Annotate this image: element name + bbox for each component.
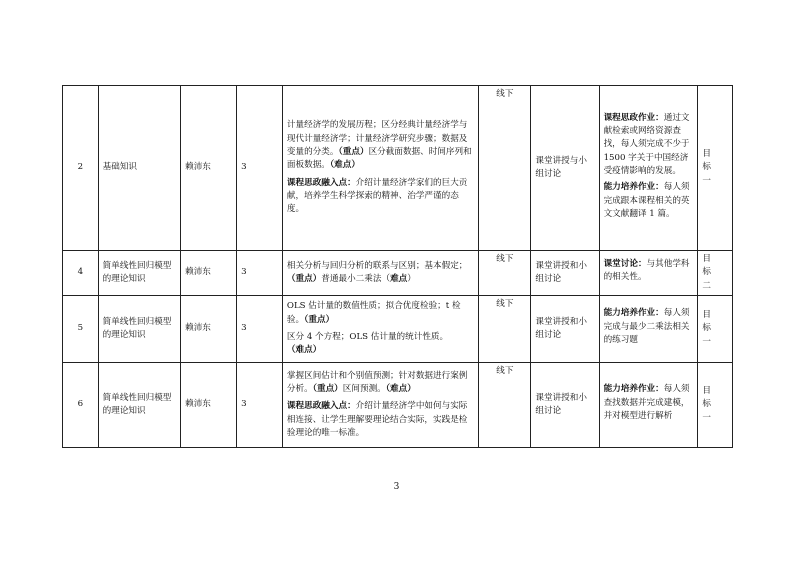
teacher-cell: 赖沛东: [181, 362, 237, 447]
content-emphasis: （难点）: [329, 160, 360, 171]
task-paragraph: [604, 258, 694, 285]
task-text: 每人须查找数据并完成建模，并对模型进行解析: [603, 384, 690, 422]
content-paragraph: [287, 177, 475, 217]
content-paragraph: [287, 119, 475, 172]
task-label: 课程思政作业：: [603, 112, 664, 123]
goal-cell: [698, 295, 733, 362]
task-cell: [599, 295, 698, 362]
content-paragraph: [287, 300, 475, 327]
goal-cell: [698, 251, 733, 296]
task-text: 与其他学科的相关性。: [603, 259, 690, 283]
topic-cell: 简单线性回归模型的理论知识: [98, 295, 180, 362]
content-cell: [282, 362, 479, 447]
content-emphasis: （重点）: [312, 383, 343, 394]
teacher-cell: 赖沛东: [181, 295, 237, 362]
goal-text: 目标二: [702, 254, 717, 291]
content-text: 相关分析与回归分析的联系与区别；基本假定；: [286, 260, 468, 271]
task-cell: [599, 251, 698, 296]
task-paragraph: [604, 307, 694, 347]
task-label: 能力培养作业：: [603, 182, 664, 193]
method-cell: 课堂讲授与小组讨论: [531, 86, 599, 251]
teacher-cell: 赖沛东: [181, 251, 237, 296]
content-text: 普通最小二乘法（: [321, 273, 391, 284]
goal-cell: [698, 362, 733, 447]
topic-cell: 简单线性回归模型的理论知识: [98, 362, 180, 447]
mode-cell: 线下: [479, 86, 531, 251]
content-paragraph: [287, 370, 475, 397]
content-emphasis: （重点）: [304, 314, 335, 325]
content-emphasis: 课程思政融入点：: [286, 177, 356, 188]
goal-text: 目标一: [702, 385, 717, 423]
task-text: 每人须完成与最少二乘法相关的练习题: [603, 308, 690, 346]
content-text: 掌握区间估计和个别值预测；针对数据进行案例分析。: [286, 370, 468, 394]
content-text: 区间预测。: [342, 383, 386, 394]
mode-cell: 线下: [479, 251, 531, 296]
content-text: ）: [407, 273, 416, 284]
table-body: [63, 86, 733, 448]
row-number: 2: [63, 86, 99, 251]
content-emphasis: 难点: [390, 273, 408, 284]
task-text: 每人须完成跟本课程相关的英文文献翻译 1 篇。: [603, 182, 690, 219]
content-cell: [282, 86, 479, 251]
content-paragraph: [287, 331, 475, 358]
task-label: 能力培养作业：: [603, 384, 664, 395]
hours-cell: 3: [237, 362, 283, 447]
table-row: [63, 362, 733, 447]
content-paragraph: [287, 260, 475, 287]
task-paragraph: [604, 383, 694, 423]
table-row: [63, 86, 733, 251]
topic-cell: 基础知识: [98, 86, 180, 251]
page-number: 3: [393, 482, 400, 492]
content-cell: [282, 251, 479, 296]
content-paragraph: [287, 400, 475, 440]
content-emphasis: （难点）: [286, 345, 322, 356]
method-cell: 课堂讲授和小组讨论: [531, 251, 599, 296]
goal-cell: [698, 86, 733, 251]
content-cell: [282, 295, 479, 362]
content-emphasis: （重点）: [338, 147, 369, 158]
table-row: [63, 295, 733, 362]
method-cell: 课堂讲授和小组讨论: [531, 295, 599, 362]
task-label: 课堂讨论：: [603, 259, 647, 270]
content-text: 区分截面数据、时间序列和面板数据。: [286, 147, 472, 171]
content-text: 计量经济学的发展历程；区分经典计量经济学与现代计量经济学；计量经济学研究步骤；数据及变量的分类。: [286, 120, 468, 158]
hours-cell: 3: [237, 86, 283, 251]
hours-cell: 3: [237, 295, 283, 362]
goal-text: 目标一: [702, 309, 717, 347]
task-label: 能力培养作业：: [603, 308, 664, 319]
task-cell: [599, 362, 698, 447]
hours-cell: 3: [237, 251, 283, 296]
content-text: OLS 估计量的数值性质；拟合优度检验；t 检验。: [286, 301, 461, 325]
mode-cell: 线下: [479, 362, 531, 447]
topic-cell: 简单线性回归模型的理论知识: [98, 251, 180, 296]
content-emphasis: （重点）: [286, 273, 322, 284]
table-row: [63, 251, 733, 296]
content-text: 介绍计量经济学家们的巨大贡献，培养学生科学探索的精神、治学严谨的态度。: [286, 177, 468, 215]
content-text: 区分 4 个方程；OLS 估计量的统计性质。: [286, 331, 449, 342]
task-paragraph: [604, 181, 694, 221]
content-emphasis: （难点）: [385, 383, 416, 394]
row-number: 5: [63, 295, 99, 362]
teacher-cell: 赖沛东: [181, 86, 237, 251]
content-emphasis: 课程思政融入点：: [286, 401, 356, 412]
mode-cell: 线下: [479, 295, 531, 362]
course-schedule-table: [62, 85, 733, 448]
task-cell: [599, 86, 698, 251]
content-text: 介绍计量经济学中如何与实际相连接、让学生理解要理论结合实际，实践是检验理论的唯一标准。: [286, 401, 468, 438]
method-cell: 课堂讲授和小组讨论: [531, 362, 599, 447]
row-number: 6: [63, 362, 99, 447]
task-text: 通过文献检索或网络资源查找，每人须完成不少于 1500 字关于中国经济受疫情影响的发展。: [603, 112, 690, 176]
task-paragraph: [604, 112, 694, 179]
goal-text: 目标一: [702, 149, 717, 186]
row-number: 4: [63, 251, 99, 296]
